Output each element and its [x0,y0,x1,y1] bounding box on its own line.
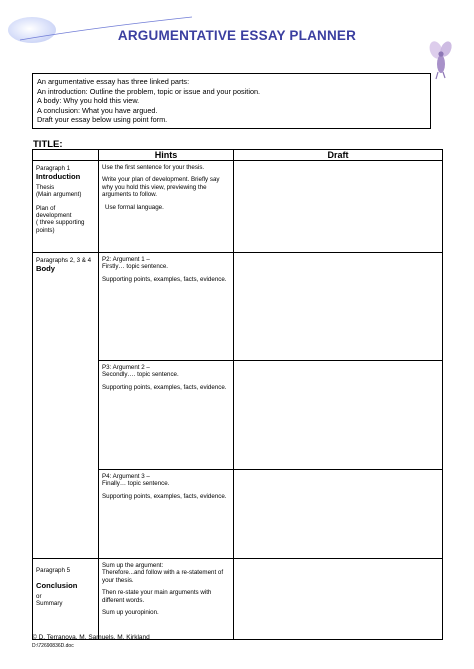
introduction-hints-cell [99,161,234,253]
hint-text: Sum up youropinion. [102,609,159,617]
document-path: D:\72690836D.doc [32,643,74,649]
argument-1-draft-cell[interactable] [234,253,443,361]
argument-2-hints-cell [99,361,234,470]
hint-text: Write your plan of development. Briefly say why you hold this view, previewing the arguments to follow. [102,176,220,199]
thesis-note: (Main argument) [36,191,82,199]
footer [32,634,150,650]
paragraph-label: Paragraph 1 [36,165,71,172]
hint-text: Then re-state your main arguments with different words. [102,589,212,604]
plan-label: Plan of [36,204,56,212]
supporting-hint: Supporting points, examples, facts, evidence. [102,275,227,283]
intro-line: A conclusion: What you have argued. [37,105,158,115]
copyright-text: © D. Terranova, M. Samuels, M. Kirkland [32,634,150,641]
argument-3-hints-cell [99,470,234,559]
body-label-cell [33,253,99,559]
paragraph-label: Paragraph 5 [36,567,71,574]
fairy-icon [428,38,454,80]
introduction-draft-cell[interactable] [234,161,443,253]
argument-title: P3: Argument 2 – [102,364,150,371]
section-heading: Body [36,264,55,274]
hint-text: Therefore...and follow with a re-statement of your thesis. [102,569,224,584]
header-blank-cell [33,150,99,161]
intro-line: Draft your essay below using point form. [37,115,168,125]
intro-line: A body: Why you hold this view. [37,96,140,106]
body-row-argument-1 [33,253,443,361]
argument-2-draft-cell[interactable] [234,361,443,470]
page-title: ARGUMENTATIVE ESSAY PLANNER [117,28,357,43]
section-heading: Conclusion [36,581,78,591]
hints-column-header: Hints [99,150,234,161]
or-label: or [36,592,42,600]
argument-title: P4: Argument 3 – [102,473,150,480]
section-heading: Introduction [36,172,81,182]
plan-label: points) [36,226,55,234]
argument-1-hints-cell [99,253,234,361]
essay-title-label: TITLE: [33,139,63,150]
topic-sentence-hint: Secondly…. topic sentence. [102,371,179,379]
paragraph-label: Paragraphs 2, 3 & 4 [36,257,92,264]
intro-line: An introduction: Outline the problem, topic or issue and your position. [37,86,261,96]
introduction-row [33,161,443,253]
introduction-label-cell [33,161,99,253]
supporting-hint: Supporting points, examples, facts, evidence. [102,492,227,500]
conclusion-hints-cell [99,559,234,640]
draft-column-header: Draft [234,150,443,161]
argument-3-draft-cell[interactable] [234,470,443,559]
topic-sentence-hint: Finally… topic sentence. [102,480,170,488]
intro-line: An argumentative essay has three linked parts: [37,77,190,86]
topic-sentence-hint: Firstly… topic sentence. [102,263,169,271]
plan-label: development [36,212,72,220]
hint-text: Use formal language. [105,203,164,211]
supporting-hint: Supporting points, examples, facts, evidence. [102,383,227,391]
conclusion-label-cell [33,559,99,640]
hint-text: Use the first sentence for your thesis. [102,164,205,171]
argument-title: P2: Argument 1 – [102,256,150,263]
plan-label: ( three supporting [36,219,85,227]
conclusion-row [33,559,443,640]
intro-instructions-box [32,73,431,129]
hint-text: Sum up the argument: [102,562,164,569]
summary-label: Summary [36,600,63,608]
table-header-row [33,150,443,161]
essay-planner-table [32,149,443,640]
thesis-label: Thesis [36,183,55,191]
conclusion-draft-cell[interactable] [234,559,443,640]
